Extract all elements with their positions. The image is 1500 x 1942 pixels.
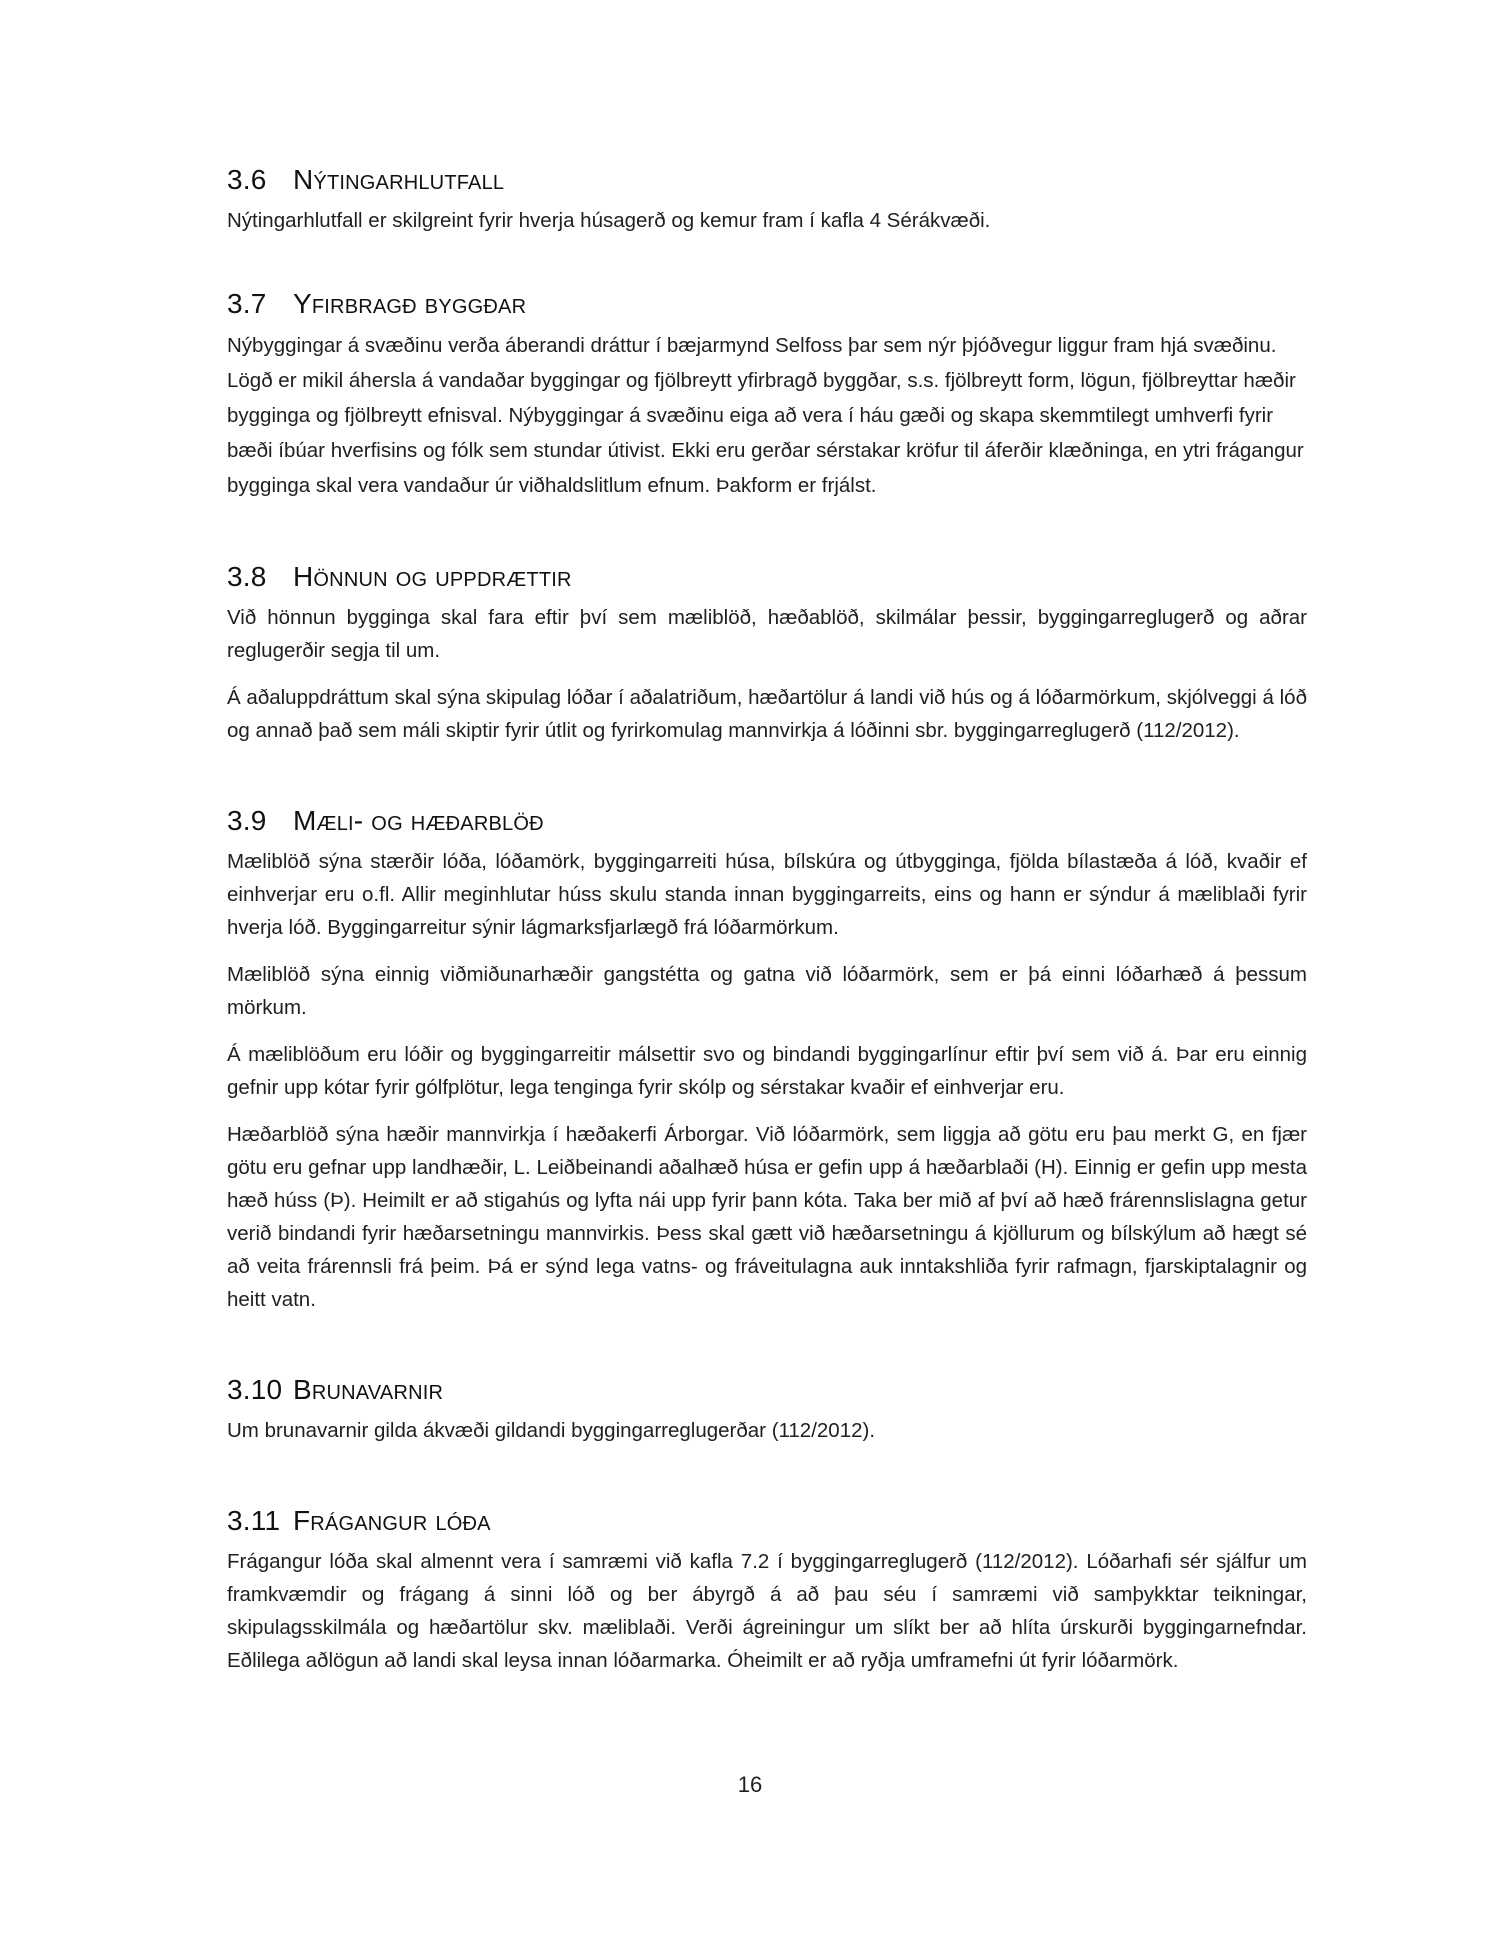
section-heading bbox=[227, 1370, 1307, 1410]
section-title: Mæli- og hæðarblöð bbox=[293, 805, 544, 836]
section-heading bbox=[227, 284, 1307, 324]
section-title: Yfirbragð byggðar bbox=[293, 288, 527, 319]
paragraph: Á mæliblöðum eru lóðir og byggingarreitir málsettir svo og bindandi byggingarlínur eftir því sem við á. Þar eru einnig gefnir upp kótar fyrir gólfplötur, lega tenginga fyrir skólp og sérstakar kvaðir ef einhverjar eru. bbox=[227, 1043, 1307, 1099]
spacer bbox=[227, 1447, 1307, 1501]
page-number: 16 bbox=[737, 1772, 763, 1797]
paragraph: Nýtingarhlutfall er skilgreint fyrir hverja húsagerð og kemur fram í kafla 4 Sérákvæði. bbox=[227, 209, 991, 232]
section-number: 3.10 bbox=[227, 1374, 283, 1405]
spacer bbox=[227, 1316, 1307, 1370]
paragraph: Mæliblöð sýna stærðir lóða, lóðamörk, byggingarreiti húsa, bílskúra og útbygginga, fjölda bílastæða á lóð, kvaðir ef einhverjar eru o.fl. Allir meginhlutar húss skulu standa innan byggingarreits, eins og hann er sýndur á mæliblaði fyrir hverja lóð. Byggingarreitur sýnir lágmarksfjarlægð frá lóðarmörkum. bbox=[227, 850, 1307, 939]
spacer bbox=[227, 747, 1307, 801]
section-title: Brunavarnir bbox=[293, 1374, 444, 1405]
paragraph: Á aðaluppdráttum skal sýna skipulag lóðar í aðalatriðum, hæðartölur á landi við hús og á lóðarmörkum, skjólveggi á lóð og annað það sem máli skiptir fyrir útlit og fyrirkomulag mannvirkja á lóðinni sbr. byggingarreglugerð (112/2012). bbox=[227, 686, 1307, 742]
paragraph: Nýbyggingar á svæðinu verða áberandi dráttur í bæjarmynd Selfoss þar sem nýr þjóðvegur liggur fram hjá svæðinu. Lögð er mikil áhersla á vandaðar byggingar og fjölbreytt yfirbragð byggðar, s.s. fjölbreytt form, lögun, fjölbreyttar hæðir bygginga og fjölbreytt efnisval. Nýbyggingar á svæðinu eiga að vera í háu gæði og skapa skemmtilegt umhverfi fyrir bæði íbúar hverfisins og fólk sem stundar útivist. Ekki eru gerðar sérstakar kröfur til áferðir klæðninga, en ytri frágangur bygginga skal vera vandaður úr viðhaldslitlum efnum. Þakform er frjálst. bbox=[227, 334, 1304, 497]
section-number: 3.9 bbox=[227, 805, 267, 836]
section-title: Hönnun og uppdrættir bbox=[293, 561, 572, 592]
spacer bbox=[227, 237, 1307, 284]
page-content bbox=[227, 160, 1307, 1677]
section-3-8 bbox=[227, 557, 1307, 747]
section-3-6 bbox=[227, 160, 1307, 237]
section-heading bbox=[227, 557, 1307, 597]
section-heading bbox=[227, 1501, 1307, 1541]
section-number: 3.7 bbox=[227, 288, 267, 319]
spacer bbox=[227, 503, 1307, 557]
section-title: Nýtingarhlutfall bbox=[293, 164, 505, 195]
section-number: 3.8 bbox=[227, 561, 267, 592]
section-number: 3.11 bbox=[227, 1505, 281, 1536]
section-3-9 bbox=[227, 801, 1307, 1316]
paragraph: Hæðarblöð sýna hæðir mannvirkja í hæðakerfi Árborgar. Við lóðarmörk, sem liggja að götu eru þau merkt G, en fjær götu eru gefnar upp landhæðir, L. Leiðbeinandi aðalhæð húsa er gefin upp á hæðarblaði (H). Einnig er gefin upp mesta hæð húss (Þ). Heimilt er að stigahús og lyfta nái upp fyrir þann kóta. Taka ber mið af því að hæð frárennslislagna getur verið bindandi fyrir hæðarsetningu mannvirkis. Þess skal gætt við hæðarsetningu á kjöllurum og bílskýlum að hægt sé að veita frárennsli frá þeim. Þá er sýnd lega vatns- og fráveitulagna auk inntakshliða fyrir rafmagn, fjarskiptalagnir og heitt vatn. bbox=[227, 1123, 1307, 1311]
section-heading bbox=[227, 801, 1307, 841]
section-3-11 bbox=[227, 1501, 1307, 1677]
section-3-10 bbox=[227, 1370, 1307, 1447]
section-number: 3.6 bbox=[227, 164, 267, 195]
paragraph: Um brunavarnir gilda ákvæði gildandi byggingarreglugerðar (112/2012). bbox=[227, 1419, 876, 1442]
paragraph: Við hönnun bygginga skal fara eftir því sem mæliblöð, hæðablöð, skilmálar þessir, byggingarreglugerð og aðrar reglugerðir segja til um. bbox=[227, 606, 1307, 662]
section-3-7 bbox=[227, 284, 1307, 503]
paragraph: Mæliblöð sýna einnig viðmiðunarhæðir gangstétta og gatna við lóðarmörk, sem er þá einni lóðarhæð á þessum mörkum. bbox=[227, 963, 1307, 1019]
section-heading bbox=[227, 160, 1307, 200]
section-title: Frágangur lóða bbox=[293, 1505, 491, 1536]
paragraph: Frágangur lóða skal almennt vera í samræmi við kafla 7.2 í byggingarreglugerð (112/2012). Lóðarhafi sér sjálfur um framkvæmdir og frágang á sinni lóð og ber ábyrgð á að þau séu í samræmi við samþykktar teikningar, skipulagsskilmála og hæðartölur skv. mæliblaði. Verði ágreiningur um slíkt ber að hlíta úrskurði byggingarnefndar. Eðlilega aðlögun að landi skal leysa innan lóðarmarka. Óheimilt er að ryðja umframefni út fyrir lóðarmörk. bbox=[227, 1550, 1307, 1672]
